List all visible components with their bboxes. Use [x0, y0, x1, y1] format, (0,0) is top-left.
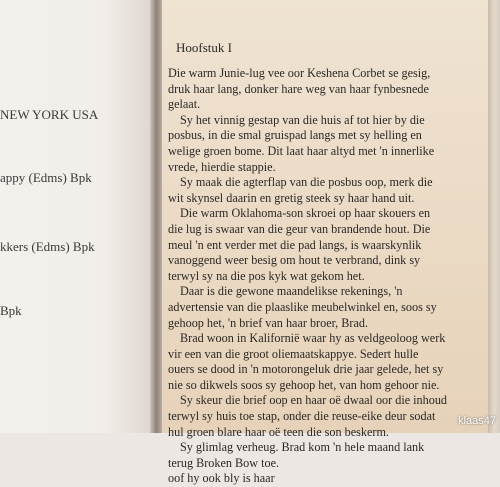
text-line: Daar is die gewone maandelikse rekenings, 'n	[180, 284, 403, 299]
text-line: posbus, in die smal gruispad langs met sy helling en	[168, 128, 422, 143]
text-line: Die warm Junie-lug vee oor Keshena Corbet se gesig,	[168, 66, 431, 80]
left-page-line: Bpk	[0, 303, 22, 318]
left-page-line: NEW YORK USA	[0, 107, 99, 122]
text-line: terug Broken Bow toe.	[168, 455, 280, 470]
text-line: terwyl sy na die pos kyk wat gekom het.	[168, 268, 365, 283]
text-line: Sy skeur die brief oop en haar oë dwaal oor die inhoud	[180, 393, 448, 408]
text-line: gelaat.	[168, 97, 201, 112]
text-line: welige groen bome. Dit laat haar altyd met 'n innerlike	[168, 143, 435, 158]
text-line: druk haar lang, donker hare weg van haar fynbesnede	[168, 81, 429, 96]
text-line: gehoop het, 'n brief van haar broer, Brad.	[168, 315, 369, 330]
text-line: vanoggend weer besig om hout te verbrand, dink sy	[168, 253, 421, 268]
left-page-line: kkers (Edms) Bpk	[0, 239, 95, 254]
text-line: Sy het vinnig gestap van die huis af tot hier by die	[180, 112, 425, 127]
text-line: vir een van die groot oliemaatskappye. Sedert hulle	[168, 346, 419, 361]
text-line: hul groen blare haar oë teen die son beskerm.	[168, 424, 389, 439]
text-line: Die warm Oklahoma-son skroei op haar skouers en	[180, 206, 431, 221]
text-line: nie so dikwels soos sy gehoop het, van hom gehoor nie.	[168, 377, 440, 392]
page-edge	[488, 0, 500, 433]
text-line: wit skynsel daarin en gretig steek sy haar hand uit.	[168, 190, 415, 205]
text-line: ouers se dood in 'n motorongeluk drie jaar gelede, het sy	[168, 362, 444, 377]
watermark: klaas47	[458, 415, 496, 427]
body-text	[168, 66, 486, 487]
right-page	[162, 0, 490, 486]
text-line: oof hy ook bly is haar	[168, 471, 275, 486]
text-line: meul 'n ent verder met die pad langs, is waarskynlik	[168, 237, 422, 252]
text-line: advertensie van die plaaslike meubelwinkel en, soos sy	[168, 299, 437, 314]
left-page	[0, 0, 152, 433]
text-line: vrede, hierdie stappie.	[168, 159, 276, 174]
left-page-line: appy (Edms) Bpk	[0, 170, 92, 185]
text-line: Brad woon in Kalifornië waar hy as veldgeoloog werk	[180, 331, 446, 346]
text-line: Sy glimlag verheug. Brad kom 'n hele maand lank	[180, 440, 425, 455]
text-line: die lug is swaar van die geur van brandende hout. Die	[168, 221, 431, 236]
chapter-title: Hoofstuk I	[176, 40, 232, 55]
text-line: Sy maak die agterflap van die posbus oop, merk die	[180, 175, 433, 190]
text-line: terwyl sy huis toe stap, onder die reuse-eike deur sodat	[168, 409, 436, 424]
